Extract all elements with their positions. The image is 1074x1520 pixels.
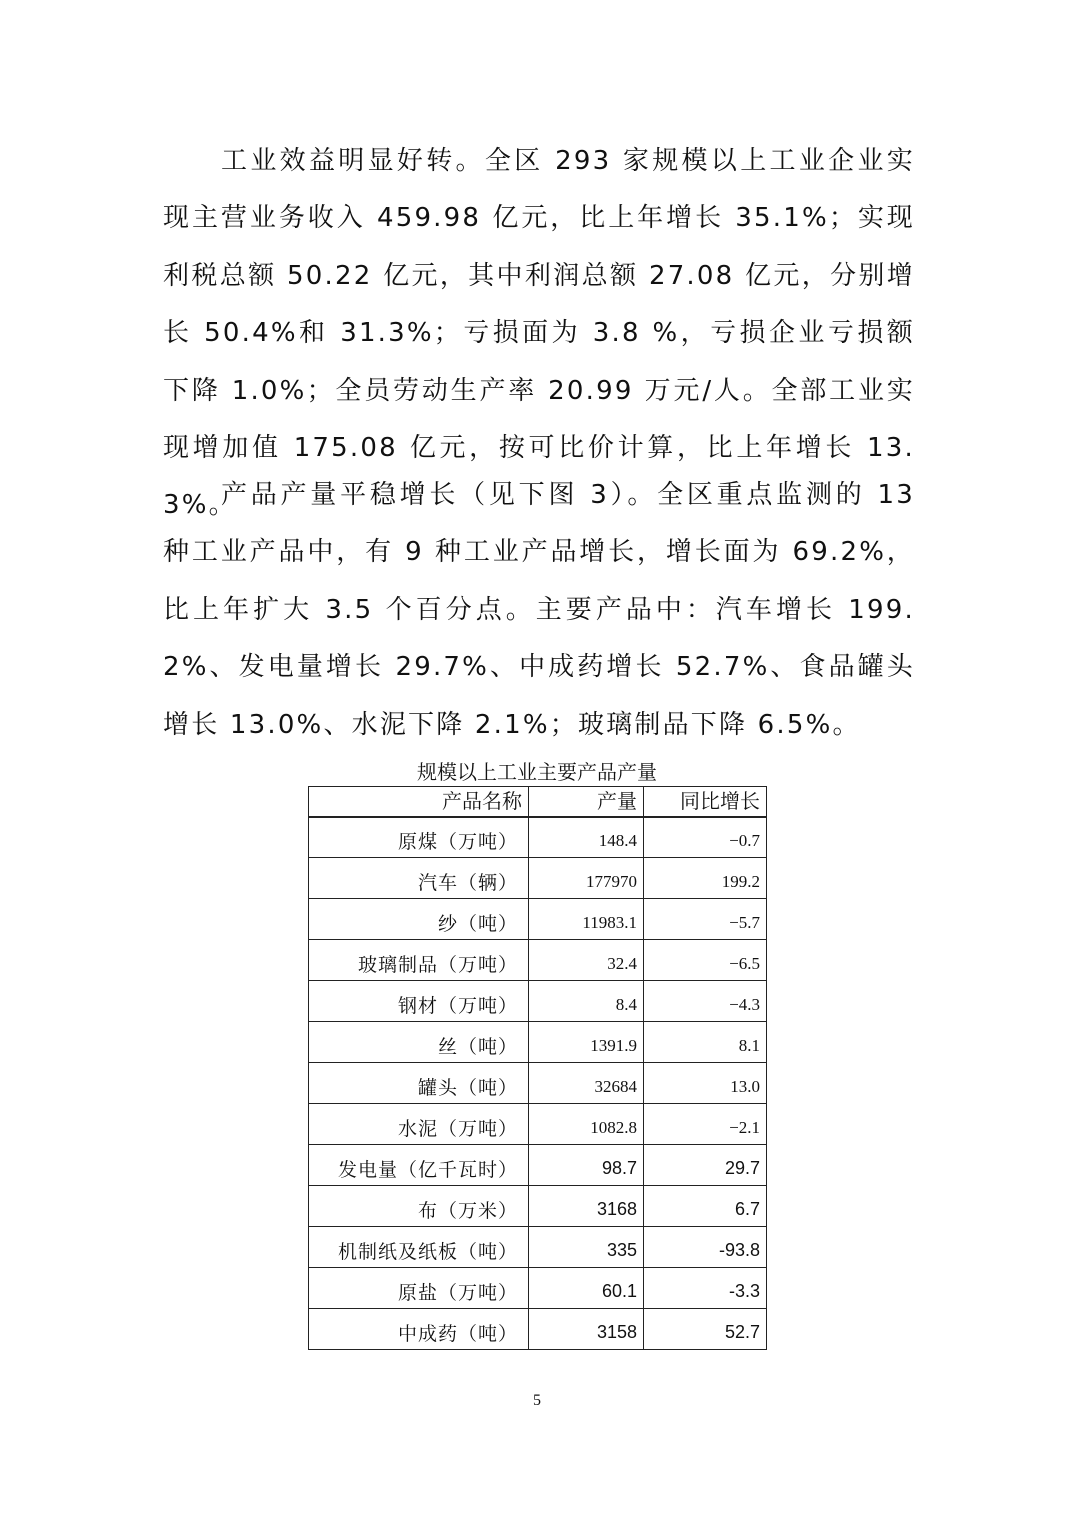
page-number: 5 xyxy=(533,1392,541,1409)
product-name-cell: 汽车（辆） xyxy=(309,858,529,899)
growth-cell: −4.3 xyxy=(644,981,767,1022)
body-paragraph-industrial-benefits: 工业效益明显好转。全区 293 家规模以上工业企业实现主营业务收入 459.98 亿元，比上年增长 35.1%；实现利税总额 50.22 亿元，其中利润总额 27.08 亿元，分别增长 50.4%和 31.3%；亏损面为 3.8 %，亏损企业亏损额下降 1.0%；全员劳动生产率 20.99 万元/人。全部工业实现增加值 175.08 亿元，按可比价计算，比上年增长 13.3%。 xyxy=(163,146,915,521)
output-cell: 3168 xyxy=(529,1186,644,1227)
growth-cell: 199.2 xyxy=(644,858,767,899)
product-name-cell: 原煤（万吨） xyxy=(309,817,529,858)
table-row xyxy=(309,940,767,981)
growth-cell: −2.1 xyxy=(644,1104,767,1145)
table-row xyxy=(309,1104,767,1145)
product-name-cell: 丝（吨） xyxy=(309,1022,529,1063)
header-yoy-growth: 同比增长 xyxy=(644,787,767,817)
output-cell: 1391.9 xyxy=(529,1022,644,1063)
growth-cell: 52.7 xyxy=(644,1309,767,1350)
product-output-table-container xyxy=(308,786,766,1350)
growth-cell: 6.7 xyxy=(644,1186,767,1227)
output-cell: 177970 xyxy=(529,858,644,899)
table-row xyxy=(309,981,767,1022)
table-row xyxy=(309,899,767,940)
output-cell: 3158 xyxy=(529,1309,644,1350)
header-output: 产量 xyxy=(529,787,644,817)
table-row xyxy=(309,1022,767,1063)
growth-cell: 8.1 xyxy=(644,1022,767,1063)
product-name-cell: 中成药（吨） xyxy=(309,1309,529,1350)
table-row xyxy=(309,1268,767,1309)
growth-cell: 13.0 xyxy=(644,1063,767,1104)
product-output-table xyxy=(308,786,767,1350)
output-cell: 32684 xyxy=(529,1063,644,1104)
growth-cell: -3.3 xyxy=(644,1268,767,1309)
table-row xyxy=(309,1186,767,1227)
product-name-cell: 水泥（万吨） xyxy=(309,1104,529,1145)
product-name-cell: 机制纸及纸板（吨） xyxy=(309,1227,529,1268)
product-name-cell: 玻璃制品（万吨） xyxy=(309,940,529,981)
table-header-row xyxy=(309,787,767,817)
product-name-cell: 钢材（万吨） xyxy=(309,981,529,1022)
body-paragraph-product-output: 产品产量平稳增长（见下图 3）。全区重点监测的 13 种工业产品中，有 9 种工业产品增长，增长面为 69.2%，比上年扩大 3.5 个百分点。主要产品中：汽车增长 199.2%、发电量增长 29.7%、中成药增长 52.7%、食品罐头增长 13.0%、水泥下降 2.1%；玻璃制品下降 6.5%。 xyxy=(163,480,915,740)
growth-cell: 29.7 xyxy=(644,1145,767,1186)
output-cell: 60.1 xyxy=(529,1268,644,1309)
output-cell: 148.4 xyxy=(529,817,644,858)
table-row xyxy=(309,1145,767,1186)
output-cell: 1082.8 xyxy=(529,1104,644,1145)
product-name-cell: 纱（吨） xyxy=(309,899,529,940)
growth-cell: −5.7 xyxy=(644,899,767,940)
output-cell: 32.4 xyxy=(529,940,644,981)
table-row xyxy=(309,858,767,899)
header-product-name: 产品名称 xyxy=(309,787,529,817)
table-row xyxy=(309,1227,767,1268)
table-row xyxy=(309,1063,767,1104)
table-row xyxy=(309,817,767,858)
output-cell: 98.7 xyxy=(529,1145,644,1186)
output-cell: 335 xyxy=(529,1227,644,1268)
growth-cell: -93.8 xyxy=(644,1227,767,1268)
product-name-cell: 发电量（亿千瓦时） xyxy=(309,1145,529,1186)
table-title: 规模以上工业主要产品产量 xyxy=(417,760,657,784)
output-cell: 8.4 xyxy=(529,981,644,1022)
table-row xyxy=(309,1309,767,1350)
product-name-cell: 原盐（万吨） xyxy=(309,1268,529,1309)
output-cell: 11983.1 xyxy=(529,899,644,940)
growth-cell: −0.7 xyxy=(644,817,767,858)
product-name-cell: 罐头（吨） xyxy=(309,1063,529,1104)
growth-cell: −6.5 xyxy=(644,940,767,981)
product-name-cell: 布（万米） xyxy=(309,1186,529,1227)
